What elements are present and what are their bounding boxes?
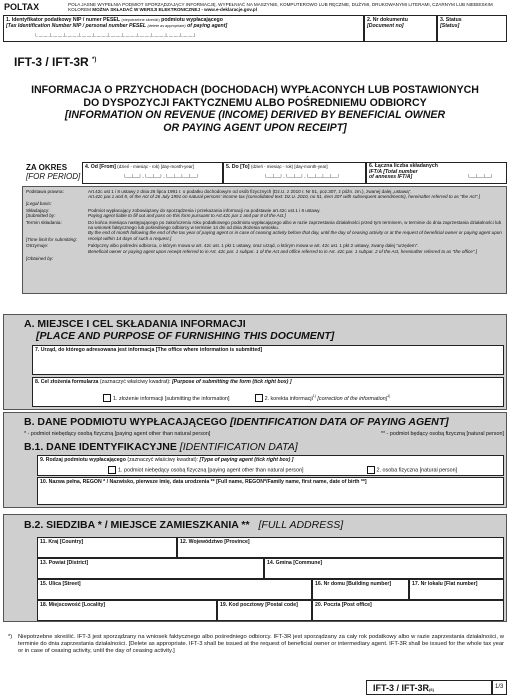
agent-type-option-2-checkbox[interactable] [367,466,375,474]
purpose-option-1-label: 1. złożenie informacji [submitting the information] [113,395,230,402]
title-line-1: INFORMACJA O PRZYCHODACH (DOCHODACH) WYPŁACONYCH LUB POSTAWIONYCH [31,84,479,96]
section-b2 [3,514,507,622]
section-b-notes: * - podmiot niebędący osobą fizyczną [paying agent other than natural person] ** - podmiot będący osobą fizyczną [natural person] [24,431,504,437]
info-row-obtained-by: Otrzymuje: [Obtained by: Faktyczny albo pośredni odbiorca, o którym mowa w art. 42c ust. 1 pkt 1 ustawy, oraz urząd, o którym mowa w art. 42c ust. 1 pkt 2 ustawy, zwany dalej "urzędem". Beneficial owner or paying agent upon receipt referred to in Art. 42c par. 1 subpar. 1 of the Act and office referred to in Art. 42c par. 1 subpar. 2 of the Act, hereinafter referred to as "the office".] [26,243,478,261]
period-label: ZA OKRES [FOR PERIOD] [26,163,81,181]
field-4-mask: └─┴─┘-└─┴─┘-└─┴─┴─┴─┘ [123,175,200,181]
agent-type-options [108,466,457,474]
field-5-mask: └─┴─┘-└─┴─┘-└─┴─┴─┴─┘ [264,175,341,181]
field-7-office[interactable]: 7. Urząd, do którego adresowana jest informacja [The office where information is submitted] [32,345,504,375]
section-b-title: B. DANE PODMIOTU WYPŁACAJĄCEGO [IDENTIFICATION DATA OF PAYING AGENT] [24,416,449,428]
publisher-note-2: MOŻNA SKŁADAĆ W WERSJI ELEKTRONICZNEJ - www.e-deklaracje.gov.pl [92,7,257,13]
field-13-district[interactable]: 13. Powiat [District] [37,558,264,579]
info-row-submitted-by: Składający: [Submitted by: Podmiot wypłacający zobowiązany do sporządzenia i przekazania informacji na podstawie art.42c ust.1 i 8 ustawy. Paying agent liable to fill out and pass on this form pursuant to Art.42c par 1 and par 8 of the Act.] [26,207,321,219]
agent-type-option-1-label: 1. podmiot niebędący osobą fizyczną [paying agent other than natural person] [118,467,304,474]
info-row-time-limit: Termin składania: [Time limit for submitting: Do końca miesiąca następującego po zakończeniu roku podatkowego podmiotu wypłacającego albo w razie zaprzestania działalności przed tym terminem, w terminie do dnia zaprzestania działalności lub na wniosek faktycznego lub pośredniego odbiorcy w terminie 14 dni od dnia złożenia wniosku. By the end of month following the end of the tax year of paying agent or in case of ceasing activity before that day, until the day of ceasing activity or at the request of beneficial owner or paying agent upon receipt within 14 days of such a request.] [26,219,502,243]
field-3-label: 3. Status [Status] [440,17,462,29]
field-17-flat-number[interactable]: 17. Nr lokalu [Flat number] [409,579,504,600]
footer-code: IFT-3 / IFT-3R [373,683,430,693]
field-2-document-no [364,15,437,42]
field-11-country[interactable]: 11. Kraj [Country] [37,537,177,558]
footer-form-code [366,680,492,695]
field-14-commune[interactable]: 14. Gmina [Commune] [264,558,504,579]
field-15-street[interactable]: 15. Ulica [Street] [37,579,312,600]
form-code: IFT-3 / IFT-3R *) [14,55,97,69]
field-6-mask: └─┴─┴─┘ [467,175,494,181]
field-3-status [437,15,507,42]
field-2-label: 2. Nr dokumentu [Document no] [367,17,408,29]
section-a [3,314,507,410]
purpose-options [103,393,390,402]
form-title [0,84,510,134]
footer-version: (6) [429,687,434,692]
publisher-note [68,2,504,13]
field-19-postal-code[interactable]: 19. Kod pocztowy [Postal code] [217,600,312,621]
footnote: *) Niepotrzebne skreślić. IFT-3 jest sporządzany na wniosek faktycznego albo pośredniego odbiorcy. IFT-3R jest sporządzany za cały rok podatkowy albo w razie zaprzestania działalności, w terminie do dnia zaprzestania działalności. [Delete as appropriate. IFT-3 shall be issued at the request of beneficial owner or intermediary agent. IFT-3R shall be issued for the whole tax year or in case of ceasing activity, until the day of ceasing activity.] [8,634,504,654]
field-1-tax-id[interactable] [3,15,364,42]
field-1-label: 1. Identyfikator podatkowy NIP / numer PESEL (niepotrzebne skreślić) podmiotu wypłacającego [Tax Identification Number NIP / personal number PESEL (delete as appropriate) of paying agent] [6,17,228,29]
info-panel [22,186,507,294]
field-16-building-number[interactable]: 16. Nr domu [Building number] [312,579,409,600]
footer-page-number: 1/3 [492,680,507,695]
title-line-3: [INFORMATION ON REVENUE (INCOME) DERIVED BY BENEFICIAL OWNER [64,109,446,122]
purpose-option-2-checkbox[interactable] [255,394,263,402]
agent-type-option-2-label: 2. osoba fizyczna [natural person] [376,467,458,474]
field-18-locality[interactable]: 18. Miejscowość [Locality] [37,600,217,621]
field-9-agent-type: 9. Rodzaj podmiotu wypłacającego (zaznaczyć właściwy kwadrat): [Type of paying agent (tick right box) ] 1. podmiot niebędący osobą fizyczną [paying agent other than natural person] 2. osoba fizyczna [natural person] [37,455,504,476]
field-4-from-date[interactable]: 4. Od [From] (dzień - miesiąc - rok) [day-month-year] └─┴─┘-└─┴─┘-└─┴─┴─┴─┘ [82,162,223,184]
agent-type-option-1-checkbox[interactable] [108,466,116,474]
field-8-purpose: 8. Cel złożenia formularza (zaznaczyć właściwy kwadrat): [Purpose of submitting the form (tick right box) ] 1. złożenie informacji [submitting the information] 2. korekta informacji$^{1)}$ [correction of the information]$^{1)}$ [32,377,504,407]
section-b1 [3,438,507,508]
purpose-option-1-checkbox[interactable] [103,394,111,402]
purpose-option-2-label: 2. korekta informacji$^{1)}$ [correction of the information]$^{1)}$ [264,394,391,402]
publisher-logo: POLTAX [4,2,40,12]
section-b2-title: B.2. SIEDZIBA * / MIEJSCE ZAMIESZKANIA ** [FULL ADDRESS] [24,519,344,531]
field-12-province[interactable]: 12. Województwo [Province] [177,537,504,558]
title-line-4: OR PAYING AGENT UPON RECEIPT] [163,121,347,134]
field-10-full-name[interactable]: 10. Nazwa pełna, REGON * / Nazwisko, pierwsze imię, data urodzenia ** [Full name, REGON*/Family name, first name, date of birth **] [37,477,504,505]
section-a-title: A. MIEJSCE I CEL SKŁADANIA INFORMACJI [PLACE AND PURPOSE OF FURNISHING THIS DOCUMENT] [24,318,335,342]
info-row-legal-basis: Podstawa prawna: [Legal basis: Art.42c ust 1 i 8 ustawy z dnia 26 lipca 1991 r. o podatku dochodowym od osób fizycznych (Dz.U. z 2010 r. Nr 51, poz.307, z późn. zm.), zwanej dalej „ustawą”. Art.42c par.1 and 8, of the Act of 26 July 1991 on natural persons' income tax (consolidated text: Dz.U. 2010, no 51, item 307 with subsequent amendments), hereinafter referred to as "the Act".] [26,189,481,207]
section-b1-title: B.1. DANE IDENTYFIKACYJNE [IDENTIFICATION DATA] [24,441,298,453]
title-line-2: DO DYSPOZYCJI FAKTYCZNEMU ALBO POŚREDNIEMU ODBIORCY [83,96,427,109]
field-1-entry-mask: └──┴──┴──┴──┴──┴──┴──┴──┴──┴──┴──┘ [34,34,198,40]
publisher-note-1: POLA JASNE WYPEŁNIA PODMIOT SPORZĄDZAJĄCY INFORMACJĘ. WYPEŁNIAĆ NA MASZYNIE, KOMPUTEROWO LUB RĘCZNIE, DUŻYMI, DRUKOWANYMI LITERAMI, CZARNYM LUB NIEBIESKIM KOLOREM [68,2,493,13]
field-20-post-office[interactable]: 20. Poczta [Post office] [312,600,504,621]
field-5-to-date[interactable]: 5. Do [To] (dzień - miesiąc - rok) [day-month-year] └─┴─┘-└─┴─┘-└─┴─┴─┴─┘ [223,162,366,184]
field-6-annex-count[interactable]: 6. Łączna liczba składanych IFT/A [Total number of annexes IFT/A] └─┴─┴─┘ [366,162,507,184]
